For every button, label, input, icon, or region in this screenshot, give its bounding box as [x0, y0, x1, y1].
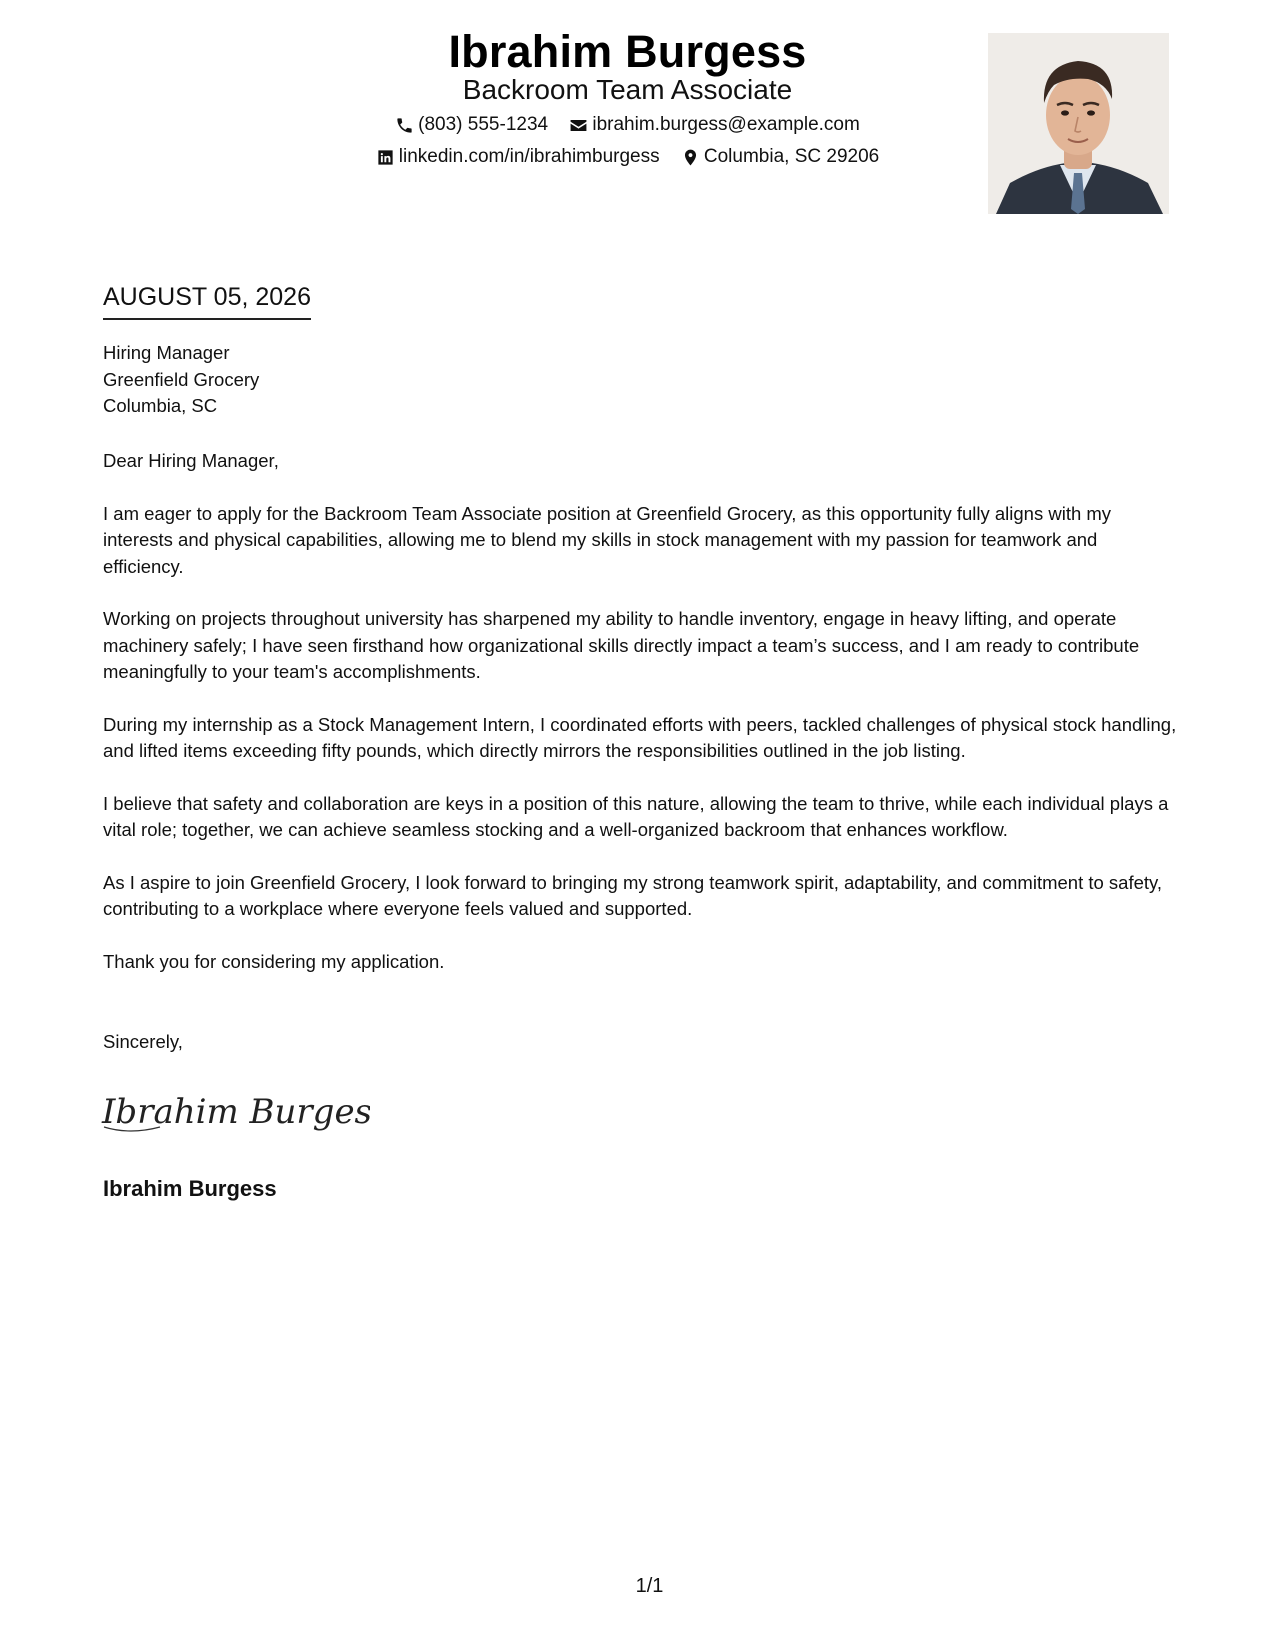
salutation: Dear Hiring Manager, — [103, 450, 279, 471]
portrait-illustration — [988, 33, 1169, 214]
applicant-name: Ibrahim Burgess — [448, 26, 807, 77]
signature-text: Ibrahim Burgess — [102, 1092, 370, 1132]
linkedin-contact[interactable] — [376, 144, 660, 170]
recipient-line: Greenfield Grocery — [103, 368, 260, 390]
signer-name: Ibrahim Burgess — [103, 1176, 277, 1201]
handwritten-signature — [100, 1083, 370, 1143]
recipient-block — [103, 340, 259, 420]
letter-body — [103, 448, 1178, 1001]
recipient-line: Columbia, SC — [103, 395, 218, 416]
phone-icon — [395, 116, 414, 135]
job-title: Backroom Team Associate — [462, 74, 793, 105]
email-address[interactable]: ibrahim.burgess@example.com — [592, 114, 860, 135]
location-text: Columbia, SC 29206 — [703, 146, 880, 167]
closing: Sincerely, — [103, 1031, 183, 1052]
page-indicator: 1/1 — [635, 1575, 664, 1597]
letter-date: AUGUST 05, 2026 — [103, 280, 311, 320]
map-pin-icon — [681, 148, 700, 167]
location-contact — [681, 144, 879, 170]
letter-paragraph: During my internship as a Stock Management Intern, I coordinated efforts with peers, tackled challenges of physical stock handling, and lifted items exceeding fifty pounds, which directly mirrors the responsibilities outlined in the job listing. — [103, 713, 1177, 761]
recipient-line: Hiring Manager — [103, 342, 230, 363]
phone-contact — [395, 112, 548, 138]
email-contact[interactable] — [569, 112, 859, 138]
letter-paragraph: Working on projects throughout university has sharpened my ability to handle inventory, engage in heavy lifting, and operate machinery safely; I have seen firsthand how organizational skills directly impact a team’s success, and I am ready to contribute meaningfully to your team's accomplishments. — [103, 608, 1140, 682]
letter-paragraph: I believe that safety and collaboration are keys in a position of this nature, allowing the team to thrive, while each individual plays a vital role; together, we can achieve seamless stocking and a well-organized backroom that enhances workflow. — [103, 792, 1169, 840]
letter-paragraph: Thank you for considering my application. — [103, 950, 445, 972]
linkedin-icon — [376, 148, 395, 167]
linkedin-url[interactable]: linkedin.com/in/ibrahimburgess — [398, 146, 660, 167]
letter-paragraph: I am eager to apply for the Backroom Team Associate position at Greenfield Grocery, as this opportunity fully aligns with my interests and physical capabilities, allowing me to blend my skills in stock management with my passion for teamwork and efficiency. — [103, 502, 1112, 577]
phone-number: (803) 555-1234 — [418, 114, 549, 135]
envelope-icon — [569, 116, 588, 135]
profile-photo — [988, 33, 1169, 214]
letter-paragraph: As I aspire to join Greenfield Grocery, I look forward to bringing my strong teamwork spirit, adaptability, and commitment to safety, contributing to a workplace where everyone feels valued and supported. — [103, 871, 1163, 919]
